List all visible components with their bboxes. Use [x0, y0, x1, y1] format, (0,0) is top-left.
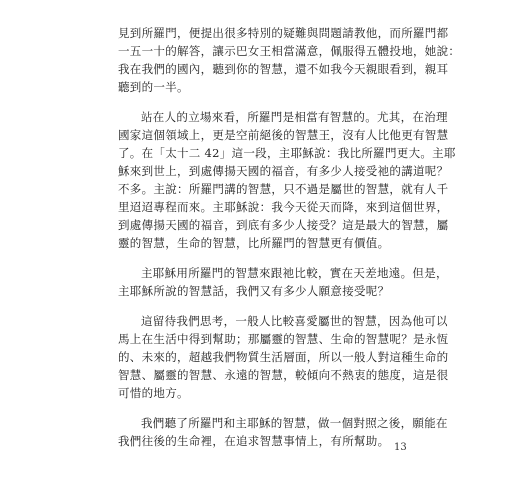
text-line: 一五一十的解答，讓示巴女王相當滿意，佩服得五體投地，她說： — [118, 44, 461, 58]
text-line: 的、未來的，超越我們物質生活層面，所以一般人對這種生命的 — [118, 350, 449, 364]
text-line: 不多。主說：所羅門講的智慧，只不過是屬世的智慧，就有人千 — [118, 182, 449, 196]
text-line: 見到所羅門，便提出很多特別的疑難與問題請教他，而所羅門都 — [118, 26, 449, 40]
body-text — [118, 24, 461, 462]
text-line: 了。在「太十二 42」這一段，主耶穌說：我比所羅門更大。主耶 — [118, 146, 456, 160]
text-line: 我們往後的生命裡，在追求智慧事情上，有所幫助。 — [118, 434, 390, 448]
text-line: 聽到的一半。 — [118, 80, 189, 94]
text-line: 主耶穌所說的智慧話，我們又有多少人願意接受呢？ — [118, 284, 390, 298]
text-line: 智慧、屬靈的智慧、永遠的智慧，較傾向不熱衷的態度，這是很 — [118, 368, 449, 382]
text-line: 可惜的地方。 — [118, 386, 189, 400]
text-line: 站在人的立場來看，所羅門是相當有智慧的。尤其，在治理 — [141, 110, 448, 124]
paragraph-2 — [118, 108, 456, 252]
paragraph-5 — [118, 414, 448, 450]
text-line: 這留待我們思考，一般人比較喜愛屬世的智慧，因為他可以 — [141, 314, 448, 328]
text-line: 里迢迢專程而來。主耶穌說：我今天從天而降，來到這個世界， — [118, 200, 449, 214]
text-line: 穌來到世上，到處傳揚天國的福音，有多少人接受祂的講道呢？ — [118, 164, 449, 178]
text-line: 國家這個領域上，更是空前絕後的智慧王，沒有人比他更有智慧 — [118, 128, 449, 142]
text-line: 靈的智慧，生命的智慧，比所羅門的智慧更有價值。 — [118, 236, 390, 250]
text-line: 我們聽了所羅門和主耶穌的智慧，做一個對照之後，願能在 — [141, 416, 448, 430]
text-line: 馬上在生活中得到幫助；那屬靈的智慧、生命的智慧呢？是永恆 — [118, 332, 449, 346]
text-line: 到處傳揚天國的福音，到底有多少人接受？這是最大的智慧，屬 — [118, 218, 449, 232]
text-line: 主耶穌用所羅門的智慧來跟祂比較，實在天差地遠。但是， — [141, 266, 448, 280]
paragraph-4 — [118, 312, 449, 402]
paragraph-1 — [118, 24, 461, 96]
paragraph-3 — [118, 264, 448, 300]
page-number: 13 — [394, 442, 407, 453]
text-line: 我在我們的國內，聽到你的智慧，還不如我今天親眼看到，親耳 — [118, 62, 449, 76]
